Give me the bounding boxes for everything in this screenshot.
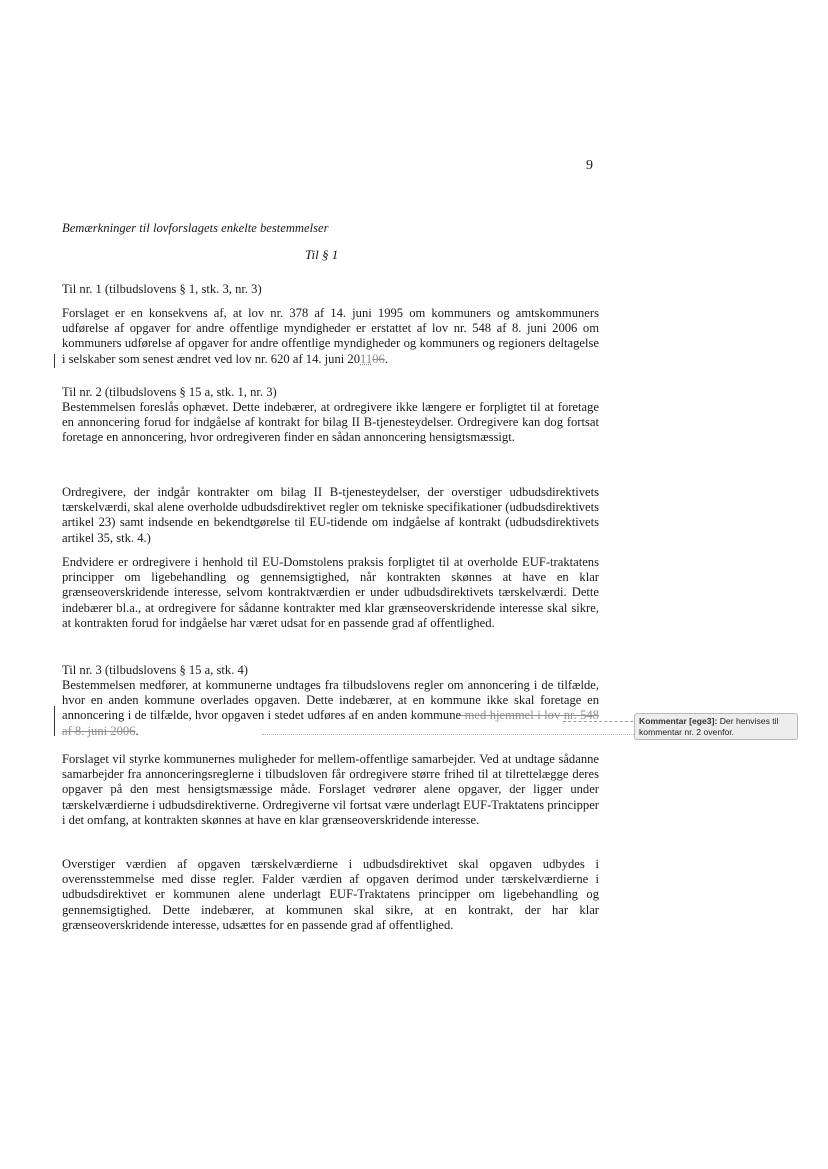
paragraph-heading: Til § 1 bbox=[305, 247, 339, 262]
nr1-revision-deleted: 06 bbox=[372, 351, 385, 366]
comment-balloon[interactable] bbox=[634, 713, 798, 740]
nr2-paragraph-2: Ordregivere, der indgår kontrakter om bilag II B-tjenesteydelser, der overstiger udbudsdirektivets tærskelværdi, skal alene overholde udbudsdirektivet regler om tekniske specifikationer (udbudsdirektivets artikel 23) samt indsende en bekendtgørelse til EU-tidende om indgåelse af kontrakt (udbudsdirektivets artikel 35, stk. 4.) bbox=[62, 485, 599, 545]
nr3-title: Til nr. 3 (tilbudslovens § 15 a, stk. 4) bbox=[62, 663, 249, 677]
comment-text: Der henvises til kommentar nr. 2 ovenfor. bbox=[639, 716, 779, 737]
nr2-title: Til nr. 2 (tilbudslovens § 15 a, stk. 1, nr. 3) bbox=[62, 385, 277, 399]
nr3-p1-deleted: med hjemmel i lov nr. 548 af 8. juni 2006 bbox=[62, 708, 599, 738]
nr3-paragraph-2: Forslaget vil styrke kommunernes muligheder for mellem-offentlige samarbejder. Ved at undtage sådanne samarbejder fra annonceringsreglerne i tilbudsloven får ordregivere større frihed til at tilrettelægge deres opgaver på den mest hensigtsmæssige måde. Forslaget vedrører alene opgaver, der ligger under tærskelværdierne i udbudsdirektiverne. Ordregiverne vil fortsat være underlagt EUF-Traktatens principper i det omfang, at kontrakten skønnes at have en klar grænseoverskridende interesse. bbox=[62, 752, 599, 827]
nr2-paragraph-1: Bestemmelsen foreslås ophævet. Dette indebærer, at ordregivere ikke længere er forpligtet til at foretage en annoncering forud for indgåelse af kontrakt for bilag II B-tjenesteydelser. Ordregivere kan dog fortsat foretage en annoncering, hvor ordregiveren finder en sådan annoncering hensigtsmæssigt. bbox=[62, 400, 599, 445]
comment-anchor-line bbox=[262, 734, 634, 735]
nr1-revision-insert: 11 bbox=[360, 351, 373, 366]
comment-connector bbox=[563, 721, 633, 722]
page-number: 9 bbox=[586, 158, 593, 173]
change-bar bbox=[54, 354, 55, 368]
nr3-paragraph-3: Overstiger værdien af opgaven tærskelværdierne i udbudsdirektivet skal opgaven udbydes i overensstemmelse med disse regler. Falder værdien af opgaven derimod under tærskelværdierne i udbudsdirektivet er kommunen alene underlagt EUF-Traktatens principper om ligebehandling og gennemsigtighed. Dette indebærer, at kommunen skal sikre, at en kontrakt, der har klar grænseoverskridende interesse, udsættes for en passende grad af offentlighed. bbox=[62, 857, 599, 932]
nr3-paragraph-1 bbox=[62, 678, 599, 739]
nr3-p1-text: Bestemmelsen medfører, at kommunerne undtages fra tilbudslovens regler om annoncering i de tilfælde, hvor en anden kommune overlades opgaven. Dette indebærer, at en kommune ikke skal foretage en annoncering i de tilfælde, hvor opgaven i stedet udføres af en anden kommune bbox=[62, 678, 599, 723]
nr1-body-end: . bbox=[384, 351, 388, 366]
comment-label: Kommentar [ege3]: bbox=[639, 716, 718, 726]
nr3-p1-end: . bbox=[135, 723, 139, 738]
nr2-paragraph-3: Endvidere er ordregivere i henhold til EU-Domstolens praksis forpligtet til at overholde EUF-traktatens principper om ligebehandling og gennemsigtighed, når kontrakten skønnes at have en klar grænseoverskridende interesse, selvom kontraktværdien er under udbudsdirektivets tærskelværdi. Dette indebærer bl.a., at ordregivere for sådanne kontrakter med klar grænseoverskridende interesse skal sikre, at kontrakten forud for indgåelse har været udsat for en passende grad af offentlighed. bbox=[62, 555, 599, 630]
section-heading: Bemærkninger til lovforslagets enkelte bestemmelser bbox=[62, 221, 329, 235]
change-bar-2 bbox=[54, 706, 55, 736]
nr1-title: Til nr. 1 (tilbudslovens § 1, stk. 3, nr. 3) bbox=[62, 282, 262, 296]
nr1-body bbox=[62, 306, 599, 367]
nr1-body-text: Forslaget er en konsekvens af, at lov nr. 378 af 14. juni 1995 om kommuners og amtskommuners udførelse af opgaver for andre offentlige myndigheder er erstattet af lov nr. 548 af 8. juni 2006 om kommuners udførelse af opgaver for andre offentlige myndigheder og kommuners og regioners deltagelse i selskaber som senest ændret ved lov nr. 620 af 14. juni 20 bbox=[62, 306, 599, 366]
